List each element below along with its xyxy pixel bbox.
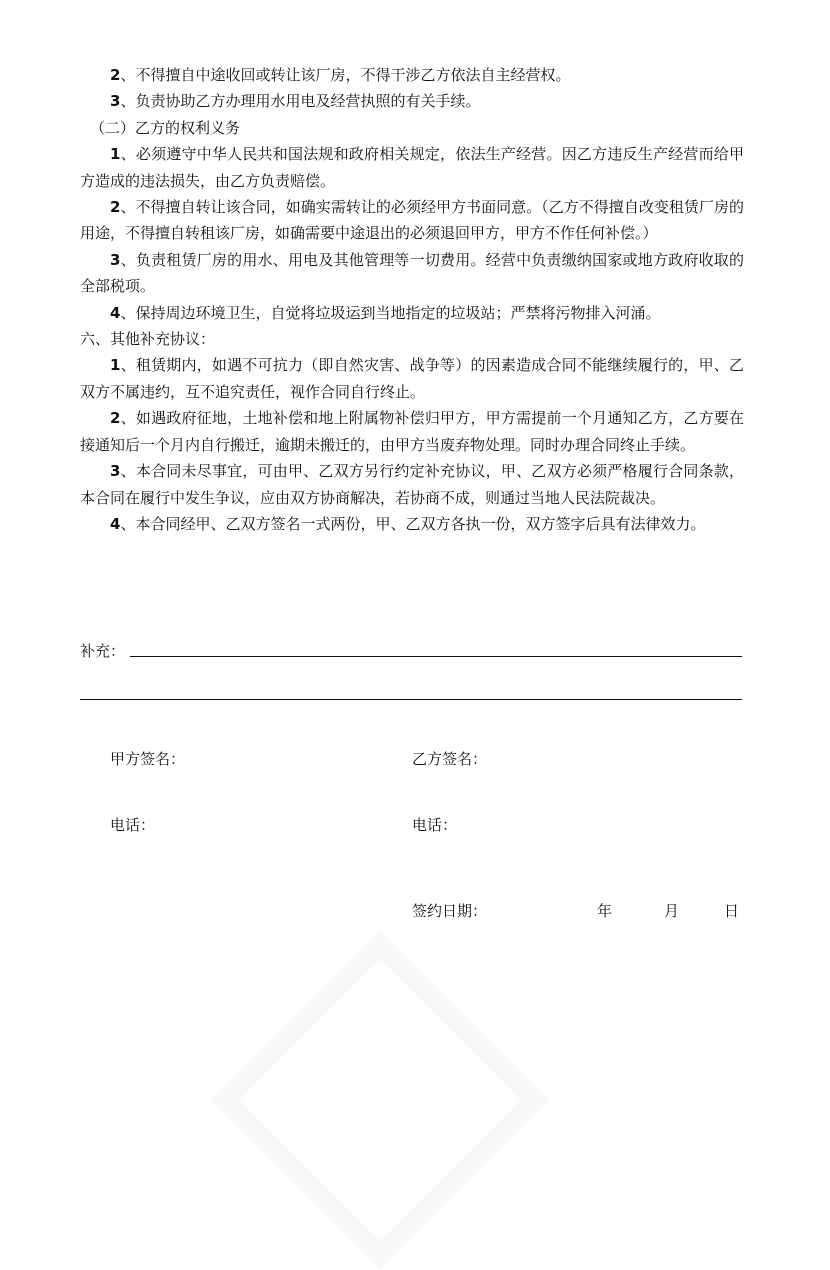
sign-date-label: 签约日期： — [412, 902, 488, 920]
party-a-signature-label: 甲方签名： — [110, 750, 186, 768]
section6-heading: 六、其他补充协议： — [80, 330, 216, 349]
party-a-duty-2: 2、不得擅自中途收回或转让该厂房，不得干涉乙方依法自主经营权。 — [110, 66, 571, 84]
supplement-label: 补充： — [80, 642, 126, 660]
party-b-duty-3: 3、负责租赁厂房的用水、用电及其他管理等一切费用。经营中负责缴纳国家或地方政府收取的全部税项。 — [80, 250, 744, 296]
year-label: 年 — [597, 902, 613, 920]
party-b-duty-1: 1、必须遵守中华人民共和国法规和政府相关规定，依法生产经营。因乙方违反生产经营而给甲方造成的违法损失，由乙方负责赔偿。 — [80, 145, 744, 190]
contract-body — [80, 62, 744, 537]
supplement-line-2 — [80, 699, 742, 700]
month-label: 月 — [664, 902, 680, 920]
party-b-duty-2: 2、不得擅自转让该合同，如确实需转让的必须经甲方书面同意。（乙方不得擅自改变租赁厂房的用途，不得擅自转租该厂房，如确需要中途退出的必须退回甲方，甲方不作任何补偿。） — [80, 198, 744, 243]
party-a-duty-3: 3、负责协助乙方办理用水用电及经营执照的有关手续。 — [110, 92, 481, 111]
supplement-line-1 — [130, 656, 742, 657]
party-b-heading: （二）乙方的权利义务 — [90, 118, 241, 137]
party-a-phone-label: 电话： — [110, 816, 156, 834]
party-b-phone-label: 电话： — [412, 816, 458, 834]
party-b-duty-4: 4、保持周边环境卫生，自觉将垃圾运到当地指定的垃圾站；严禁将污物排入河涌。 — [110, 303, 661, 322]
section6-item-2: 2、如遇政府征地，土地补偿和地上附属物补偿归甲方，甲方需提前一个月通知乙方，乙方要在接通知后一个月内自行搬迁，逾期未搬迁的，由甲方当废弃物处理。同时办理合同终止手续。 — [80, 409, 744, 454]
section6-item-1: 1、租赁期内，如遇不可抗力（即自然灾害、战争等）的因素造成合同不能继续履行的，甲、乙双方不属违约，互不追究责任，视作合同自行终止。 — [80, 356, 744, 401]
watermark-shape — [210, 930, 549, 1269]
day-label: 日 — [724, 902, 740, 920]
party-b-signature-label: 乙方签名： — [412, 750, 488, 768]
section6-item-4: 4、本合同经甲、乙双方签名一式两份，甲、乙双方各执一份，双方签字后具有法律效力。 — [110, 514, 706, 533]
section6-item-3: 3、本合同未尽事宜，可由甲、乙双方另行约定补充协议，甲、乙双方必须严格履行合同条款，本合同在履行中发生争议，应由双方协商解决，若协商不成，则通过当地人民法院裁决。 — [80, 462, 744, 507]
